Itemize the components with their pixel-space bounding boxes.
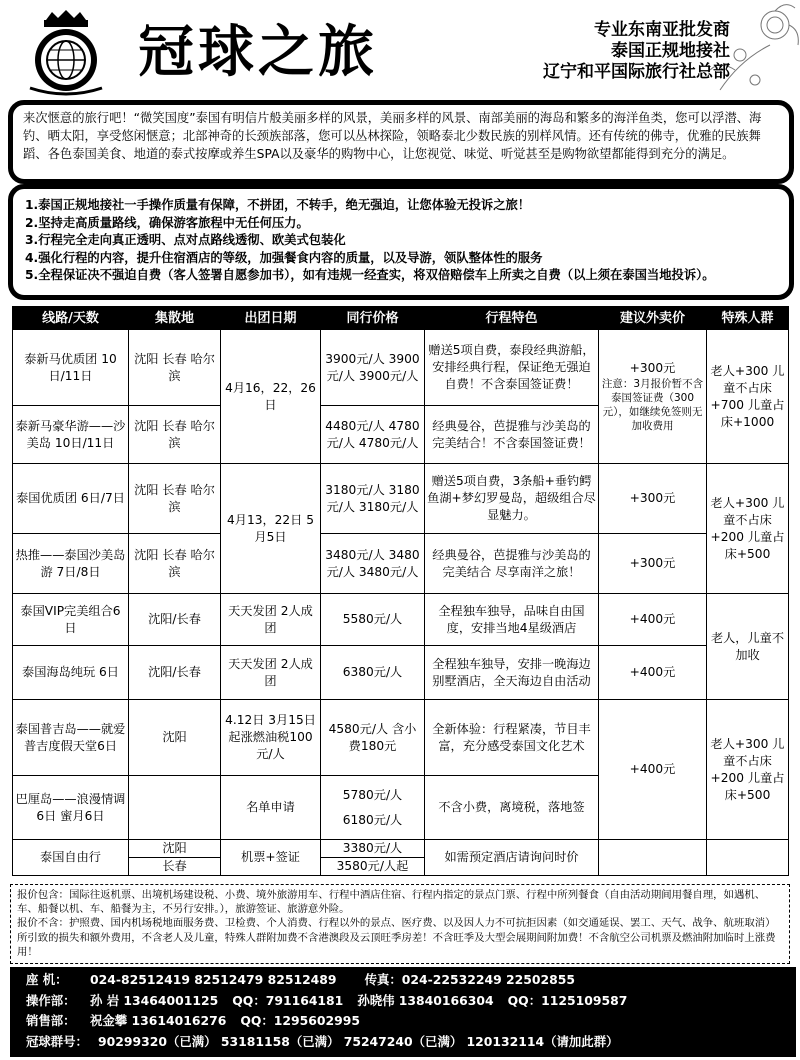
feature-cell: 不含小费，离境税，落地签 <box>425 776 599 840</box>
service-promises-box <box>8 184 794 300</box>
special-cell: 老人，儿童不加收 <box>707 594 789 700</box>
date-cell: 4月16，22，26日 <box>221 330 321 464</box>
route-cell: 泰国VIP完美组合6日 <box>13 594 129 646</box>
intro-text: 来次惬意的旅行吧！“微笑国度”泰国有明信片般美丽多样的风景，美丽多样的风景、南部美丽的海岛和繁多的海洋鱼类，您可以浮潜、海钓、晒太阳，享受悠闲惬意；北部神奇的长颈族部落，您可以丛林探险，领略泰北少数民族的别样风情。还有传统的佛寺，优雅的民族舞蹈、各色泰国美食、地道的泰式按摩或养生SPA以及豪华的购物中心，让您视觉、味觉、听觉甚至是购物欲望都能得到充分的满足。 <box>23 111 762 161</box>
price-line: 5780元/人 <box>342 787 403 802</box>
special-cell: 老人+300 儿童不占床+200 儿童占床+500 <box>707 700 789 840</box>
date-cell: 机票+签证 <box>221 840 321 876</box>
price-cell <box>321 776 425 840</box>
retail-cell: +400元 <box>599 700 707 840</box>
route-cell: 泰国海岛纯玩 6日 <box>13 646 129 700</box>
city-cell: 沈阳 长春 哈尔滨 <box>129 330 221 406</box>
header-itinerary-features: 行程特色 <box>425 307 599 330</box>
price-cell: 3900元/人 3900元/人 3900元/人 <box>321 330 425 406</box>
table-row <box>13 840 789 876</box>
price-cell: 3480元/人 3480元/人 3480元/人 <box>321 534 425 594</box>
header-special-groups: 特殊人群 <box>707 307 789 330</box>
route-cell: 热推——泰国沙美岛游 7日/8日 <box>13 534 129 594</box>
fax-numbers: 024-22532249 22502855 <box>401 972 575 987</box>
promise-item: 2.坚持走高质量路线，确保游客旅程中无任何压力。 <box>25 215 309 230</box>
header-departure-date: 出团日期 <box>221 307 321 330</box>
retail-cell: +400元 <box>599 594 707 646</box>
retail-cell <box>599 840 707 876</box>
tagline-block <box>543 20 730 83</box>
route-cell: 泰国优质团 6日/7日 <box>13 464 129 534</box>
promise-item: 1.泰国正规地接社一手操作质量有保障，不拼团，不转手，绝无强迫，让您体验无投诉之旅！ <box>25 198 531 212</box>
promise-item: 5.全程保证决不强迫自费（客人签署自愿参加书），如有违规一经查实，将双倍赔偿车上所卖之自费（以上须在泰国当地投诉）。 <box>25 268 715 283</box>
tagline-wholesaler: 专业东南亚批发商 <box>594 20 730 40</box>
price-cell: 4580元/人 含小费180元 <box>321 700 425 776</box>
brand-title: 冠球之旅 <box>138 19 378 85</box>
price-cell: 3180元/人 3180元/人 3180元/人 <box>321 464 425 534</box>
special-cell <box>707 840 789 876</box>
route-cell: 巴厘岛——浪漫情调6日 蜜月6日 <box>13 776 129 840</box>
tour-price-table <box>12 306 789 876</box>
table-row <box>13 330 789 406</box>
promise-item: 3.行程完全走向真正透明、点对点路线透彻、欧美式包装化 <box>25 233 346 248</box>
feature-cell: 赠送5项自费，3条船+垂钓鳄鱼湖+梦幻罗曼岛，超级组合尽显魅力。 <box>425 464 599 534</box>
price-line: 3380元/人 <box>321 840 424 858</box>
sales-label: 销售部： <box>26 1013 76 1028</box>
header-departure-city: 集散地 <box>129 307 221 330</box>
retail-cell: +300元 <box>599 464 707 534</box>
route-cell: 泰国普吉岛——就爱普吉度假天堂6日 <box>13 700 129 776</box>
sales-contact: 祝金攀 13614016276 <box>90 1013 227 1028</box>
table-row <box>13 700 789 776</box>
retail-cell <box>599 330 707 464</box>
table-row <box>13 646 789 700</box>
city-cell: 沈阳 长春 哈尔滨 <box>129 406 221 464</box>
feature-cell: 如需预定酒店请询问时价 <box>425 840 599 876</box>
date-cell: 天天发团 2人成团 <box>221 594 321 646</box>
special-cell: 老人+300 儿童不占床+700 儿童占床+1000 <box>707 330 789 464</box>
phone-label: 座 机： <box>26 972 68 987</box>
city-cell: 沈阳 长春 哈尔滨 <box>129 464 221 534</box>
date-cell: 名单申请 <box>221 776 321 840</box>
feature-cell: 经典曼谷，芭提雅与沙美岛的完美结合 尽享南洋之旅！ <box>425 534 599 594</box>
retail-note: 注意：3月报价暂不含泰国签证费（300元），如继续免签则无加收费用 <box>601 378 704 432</box>
price-cell: 4480元/人 4780元/人 4780元/人 <box>321 406 425 464</box>
price-line: 6180元/人 <box>342 812 403 827</box>
city-cell: 沈阳/长春 <box>129 594 221 646</box>
city-cell <box>129 776 221 840</box>
date-cell: 4.12日 3月15日起涨燃油税100元/人 <box>221 700 321 776</box>
contact-bar <box>10 967 796 1057</box>
price-excluded-note: 报价不含：护照费、国内机场税地面服务费、卫检费、个人消费、行程以外的景点、医疗费、以及因人力不可抗拒因素（如交通延误、罢工、天气、战争、航班取消）所引致的损失和额外费用，不含老人及儿童，特殊人群附加费不含港澳段及云顶旺季房差！不含旺季及大型会展期间附加费！不含航空公司机票及燃油附加临时上涨费用！ <box>17 917 776 958</box>
operations-contact-1: 孙 岩 13464001125 <box>90 992 219 1008</box>
group-label: 冠球群号： <box>26 1033 88 1049</box>
route-cell: 泰新马豪华游——沙美岛 10日/11日 <box>13 406 129 464</box>
operations-label: 操作部： <box>26 992 76 1008</box>
table-row <box>13 464 789 534</box>
retail-price: +300元 <box>629 361 676 375</box>
group-numbers: 90299320（已满） 53181158（已满） 75247240（已满） 120132114（请加此群） <box>98 1033 619 1049</box>
header-route: 线路/天数 <box>13 307 129 330</box>
date-cell: 天天发团 2人成团 <box>221 646 321 700</box>
city-line: 沈阳 <box>129 840 220 858</box>
operations-qq-1: QQ：791164181 <box>232 992 344 1008</box>
contact-line-sales <box>26 1011 786 1032</box>
feature-cell: 赠送5项自费，泰段经典游船，安排经典行程，保证绝无强迫自费！不含泰国签证费！ <box>425 330 599 406</box>
retail-cell: +400元 <box>599 646 707 700</box>
tagline-ground-agency: 泰国正规地接社 <box>611 41 730 61</box>
price-cell: 5580元/人 <box>321 594 425 646</box>
contact-line-phone <box>26 970 786 991</box>
table-row <box>13 534 789 594</box>
route-cell: 泰国自由行 <box>13 840 129 876</box>
feature-cell: 经典曼谷，芭提雅与沙美岛的完美结合！不含泰国签证费！ <box>425 406 599 464</box>
retail-cell: +300元 <box>599 534 707 594</box>
phone-numbers: 024-82512419 82512479 82512489 <box>90 972 337 987</box>
city-cell: 沈阳 <box>129 700 221 776</box>
price-included-note: 报价包含：国际往返机票、出境机场建设税、小费、境外旅游用车、行程中酒店住宿、行程内指定的景点门票、行程中所列餐食（自由活动期间用餐自理，如遇机、车、船餐以机、车、船餐为主，不另行安排。），旅游签证、旅游意外险。 <box>17 889 766 916</box>
intro-box <box>8 100 794 184</box>
price-line: 3580元/人起 <box>336 859 409 873</box>
operations-contact-2: 孙晓伟 13840166304 <box>357 992 494 1008</box>
tagline-headquarters: 辽宁和平国际旅行社总部 <box>543 62 730 82</box>
contact-line-groups <box>26 1032 786 1053</box>
price-notes-box <box>10 884 790 964</box>
company-logo-emblem <box>10 8 122 98</box>
city-cell <box>129 840 221 876</box>
city-cell: 沈阳/长春 <box>129 646 221 700</box>
promise-item: 4.强化行程的内容，提升住宿酒店的等级，加强餐食内容的质量，以及导游，领队整体性的服务 <box>25 250 543 265</box>
feature-cell: 全程独车独导，安排一晚海边别墅酒店，全天海边自由活动 <box>425 646 599 700</box>
price-cell <box>321 840 425 876</box>
feature-cell: 全程独车独导，品味自由国度，安排当地4星级酒店 <box>425 594 599 646</box>
price-cell: 6380元/人 <box>321 646 425 700</box>
table-row <box>13 594 789 646</box>
table-header-row <box>13 307 789 330</box>
contact-line-operations <box>26 991 786 1012</box>
city-cell: 沈阳 长春 哈尔滨 <box>129 534 221 594</box>
city-line: 长春 <box>162 859 187 873</box>
fax-label: 传真： <box>364 972 402 987</box>
special-cell: 老人+300 儿童不占床+200 儿童占床+500 <box>707 464 789 594</box>
route-cell: 泰新马优质团 10日/11日 <box>13 330 129 406</box>
feature-cell: 全新体验：行程紧凑，节目丰富，充分感受泰国文化艺术 <box>425 700 599 776</box>
header-trade-price: 同行价格 <box>321 307 425 330</box>
date-cell: 4月13，22日 5月5日 <box>221 464 321 594</box>
sales-qq: QQ：1295602995 <box>240 1013 360 1028</box>
header-retail-price: 建议外卖价 <box>599 307 707 330</box>
operations-qq-2: QQ：1125109587 <box>507 992 628 1008</box>
